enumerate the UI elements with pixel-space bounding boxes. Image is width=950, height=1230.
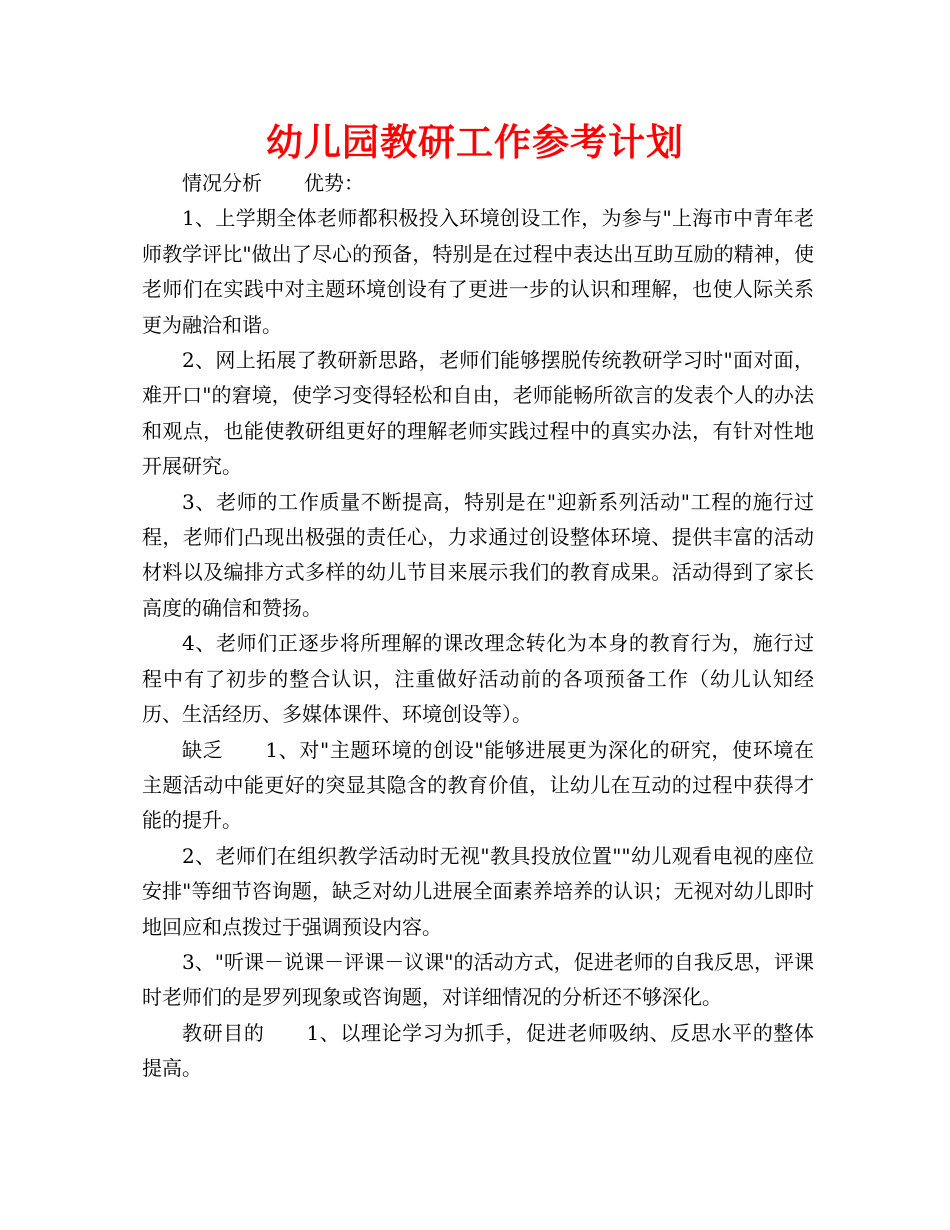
- paragraph-strength-3: 3、老师的工作质量不断提高，特别是在"迎新系列活动"工程的施行过程，老师们凸现出极强的责任心，力求通过创设整体环境、提供丰富的活动材料以及编排方式多样的幼儿节目来展示我们的教育成果。活动得到了家长高度的确信和赞扬。: [142, 489, 814, 620]
- goals-label: 教研目的: [182, 1020, 265, 1045]
- paragraph-weakness-2: 2、老师们在组织教学活动时无视"教具投放位置""幼儿观看电视的座位安排"等细节咨询题，缺乏对幼儿进展全面素养培养的认识；无视对幼儿即时地回应和点拨过于强调预设内容。: [142, 843, 814, 939]
- paragraph-goal-1-row: [142, 1016, 814, 1087]
- weakness-label: 缺乏: [182, 737, 224, 762]
- paragraph-strength-4: 4、老师们正逐步将所理解的课改理念转化为本身的教育行为，施行过程中有了初步的整合认识，注重做好活动前的各项预备工作（幼儿认知经历、生活经历、多媒体课件、环境创设等）。: [142, 631, 814, 727]
- document-body: [142, 166, 814, 1087]
- strengths-label: 优势：: [304, 171, 364, 195]
- paragraph-weakness-3: 3、"听课－说课－评课－议课"的活动方式，促进老师的自我反思，评课时老师们的是罗列现象或咨询题，对详细情况的分析还不够深化。: [142, 949, 814, 1010]
- paragraph-weakness-1-row: [142, 733, 814, 839]
- paragraph-strength-2: 2、网上拓展了教研新思路，老师们能够摆脱传统教研学习时"面对面，难开口"的窘境，使学习变得轻松和自由，老师能畅所欲言的发表个人的办法和观点，也能使教研组更好的理解老师实践过程中的真实办法，有针对性地开展研究。: [142, 348, 814, 479]
- document-title: 幼儿园教研工作参考计划: [266, 121, 684, 164]
- paragraph-strength-1: 1、上学期全体老师都积极投入环境创设工作，为参与"上海市中青年老师教学评比"做出了尽心的预备，特别是在过程中表达出互助互励的精神，使老师们在实践中对主题环境创设有了更进一步的认识和理解，也使人际关系更为融洽和谐。: [142, 206, 814, 337]
- paragraph-weakness-1: 1、对"主题环境的创设"能够进展更为深化的研究，使环境在主题活动中能更好的突显其隐含的教育价值，让幼儿在互动的过程中获得才能的提升。: [142, 737, 815, 833]
- paragraph-goal-1: 1、以理论学习为抓手，促进老师吸纳、反思水平的整体提高。: [142, 1020, 814, 1081]
- analysis-label: 情况分析: [182, 171, 262, 195]
- section-heading-analysis: [142, 166, 814, 201]
